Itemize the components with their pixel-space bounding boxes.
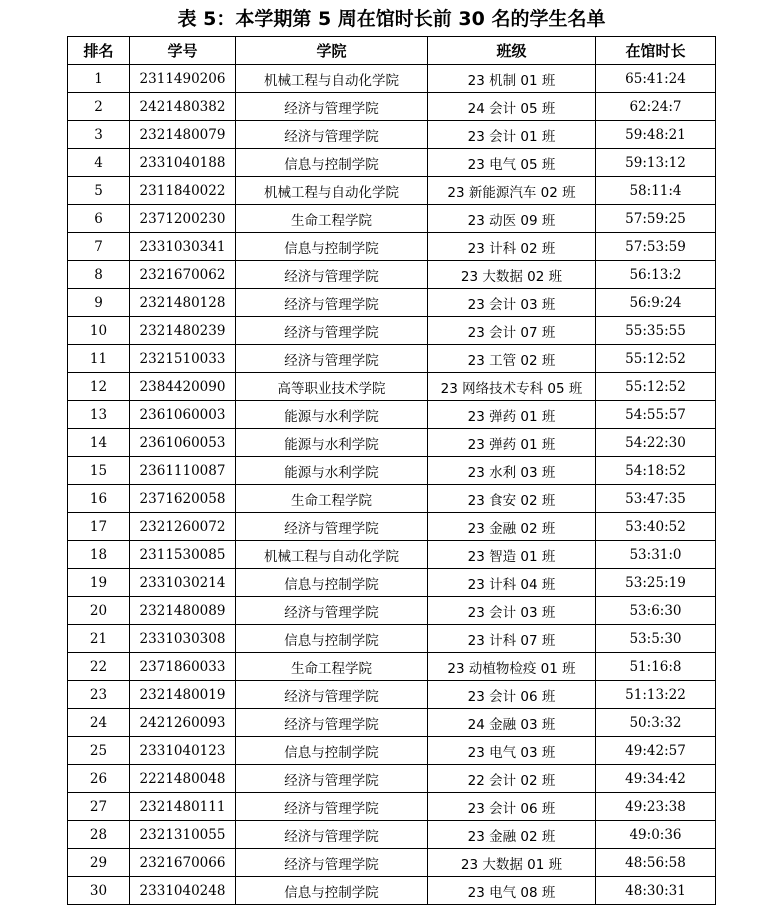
cell-college: 机械工程与自动化学院 [236,541,428,569]
cell-college: 能源与水利学院 [236,401,428,429]
cell-class: 23 会计 07 班 [428,317,596,345]
cell-class: 23 弹药 01 班 [428,401,596,429]
cell-college: 经济与管理学院 [236,317,428,345]
cell-student-id: 2321670066 [130,849,236,877]
cell-class: 23 会计 03 班 [428,597,596,625]
cell-student-id: 2331040123 [130,737,236,765]
cell-duration: 59:48:21 [596,121,716,149]
cell-student-id: 2321480089 [130,597,236,625]
table-row [68,597,716,625]
cell-college: 信息与控制学院 [236,233,428,261]
cell-college: 经济与管理学院 [236,849,428,877]
cell-rank: 11 [68,345,130,373]
cell-student-id: 2331030308 [130,625,236,653]
table-row [68,121,716,149]
cell-duration: 59:13:12 [596,149,716,177]
cell-rank: 23 [68,681,130,709]
table-row [68,541,716,569]
cell-duration: 55:12:52 [596,373,716,401]
cell-student-id: 2321670062 [130,261,236,289]
table-row [68,821,716,849]
cell-class: 23 计科 07 班 [428,625,596,653]
cell-duration: 49:0:36 [596,821,716,849]
cell-student-id: 2421480382 [130,93,236,121]
table-row [68,485,716,513]
table-body [68,65,716,905]
cell-student-id: 2321310055 [130,821,236,849]
cell-college: 信息与控制学院 [236,149,428,177]
cell-student-id: 2321480239 [130,317,236,345]
cell-rank: 26 [68,765,130,793]
cell-student-id: 2331030214 [130,569,236,597]
cell-duration: 53:40:52 [596,513,716,541]
cell-class: 23 工管 02 班 [428,345,596,373]
table-row [68,65,716,93]
cell-class: 23 机制 01 班 [428,65,596,93]
cell-college: 生命工程学院 [236,653,428,681]
cell-college: 经济与管理学院 [236,261,428,289]
cell-class: 23 电气 05 班 [428,149,596,177]
cell-student-id: 2371200230 [130,205,236,233]
cell-college: 经济与管理学院 [236,345,428,373]
table-row [68,289,716,317]
table-row [68,373,716,401]
cell-duration: 53:6:30 [596,597,716,625]
cell-class: 23 新能源汽车 02 班 [428,177,596,205]
cell-duration: 53:31:0 [596,541,716,569]
cell-student-id: 2321260072 [130,513,236,541]
table-row [68,177,716,205]
table-row [68,345,716,373]
cell-class: 23 会计 01 班 [428,121,596,149]
cell-rank: 18 [68,541,130,569]
table-row [68,205,716,233]
cell-rank: 16 [68,485,130,513]
cell-student-id: 2331030341 [130,233,236,261]
cell-rank: 28 [68,821,130,849]
cell-student-id: 2221480048 [130,765,236,793]
cell-duration: 48:30:31 [596,877,716,905]
cell-rank: 24 [68,709,130,737]
table-row [68,317,716,345]
cell-class: 23 计科 04 班 [428,569,596,597]
cell-student-id: 2321480128 [130,289,236,317]
cell-rank: 21 [68,625,130,653]
table-row [68,93,716,121]
cell-class: 24 金融 03 班 [428,709,596,737]
cell-rank: 2 [68,93,130,121]
cell-class: 22 会计 02 班 [428,765,596,793]
cell-college: 经济与管理学院 [236,765,428,793]
cell-college: 信息与控制学院 [236,625,428,653]
cell-student-id: 2311840022 [130,177,236,205]
cell-college: 经济与管理学院 [236,513,428,541]
cell-college: 经济与管理学院 [236,289,428,317]
cell-class: 23 网络技术专科 05 班 [428,373,596,401]
cell-student-id: 2311490206 [130,65,236,93]
cell-college: 能源与水利学院 [236,457,428,485]
cell-rank: 22 [68,653,130,681]
cell-rank: 1 [68,65,130,93]
cell-duration: 54:22:30 [596,429,716,457]
table-row [68,877,716,905]
cell-class: 23 计科 02 班 [428,233,596,261]
cell-duration: 49:34:42 [596,765,716,793]
header-student-id: 学号 [130,37,236,65]
header-duration: 在馆时长 [596,37,716,65]
cell-class: 23 弹药 01 班 [428,429,596,457]
cell-student-id: 2384420090 [130,373,236,401]
cell-rank: 8 [68,261,130,289]
cell-duration: 56:9:24 [596,289,716,317]
cell-college: 经济与管理学院 [236,681,428,709]
cell-class: 23 会计 06 班 [428,681,596,709]
cell-rank: 9 [68,289,130,317]
cell-class: 23 会计 03 班 [428,289,596,317]
cell-college: 机械工程与自动化学院 [236,65,428,93]
cell-college: 经济与管理学院 [236,597,428,625]
cell-student-id: 2321480079 [130,121,236,149]
cell-rank: 29 [68,849,130,877]
cell-college: 经济与管理学院 [236,821,428,849]
cell-rank: 20 [68,597,130,625]
cell-class: 23 金融 02 班 [428,821,596,849]
cell-rank: 4 [68,149,130,177]
cell-class: 23 水利 03 班 [428,457,596,485]
table-row [68,737,716,765]
table-row [68,457,716,485]
cell-rank: 12 [68,373,130,401]
cell-duration: 58:11:4 [596,177,716,205]
cell-student-id: 2361060053 [130,429,236,457]
table-row [68,625,716,653]
cell-rank: 7 [68,233,130,261]
cell-rank: 30 [68,877,130,905]
table-row [68,513,716,541]
cell-rank: 14 [68,429,130,457]
cell-rank: 10 [68,317,130,345]
cell-duration: 57:59:25 [596,205,716,233]
cell-college: 生命工程学院 [236,485,428,513]
table-title: 表 5：本学期第 5 周在馆时长前 30 名的学生名单 [177,8,606,30]
cell-student-id: 2331040188 [130,149,236,177]
cell-student-id: 2421260093 [130,709,236,737]
cell-duration: 54:18:52 [596,457,716,485]
cell-rank: 27 [68,793,130,821]
cell-student-id: 2361110087 [130,457,236,485]
cell-duration: 55:12:52 [596,345,716,373]
table-row [68,653,716,681]
cell-class: 24 会计 05 班 [428,93,596,121]
header-rank: 排名 [68,37,130,65]
cell-student-id: 2371860033 [130,653,236,681]
cell-rank: 5 [68,177,130,205]
cell-college: 经济与管理学院 [236,793,428,821]
cell-college: 信息与控制学院 [236,877,428,905]
table-row [68,569,716,597]
cell-duration: 55:35:55 [596,317,716,345]
cell-rank: 17 [68,513,130,541]
cell-college: 经济与管理学院 [236,121,428,149]
cell-class: 23 动植物检疫 01 班 [428,653,596,681]
table-row [68,849,716,877]
cell-rank: 13 [68,401,130,429]
cell-duration: 51:13:22 [596,681,716,709]
cell-student-id: 2321510033 [130,345,236,373]
cell-college: 信息与控制学院 [236,737,428,765]
cell-student-id: 2311530085 [130,541,236,569]
cell-college: 机械工程与自动化学院 [236,177,428,205]
table-row [68,709,716,737]
cell-duration: 57:53:59 [596,233,716,261]
cell-duration: 49:42:57 [596,737,716,765]
cell-duration: 65:41:24 [596,65,716,93]
cell-duration: 48:56:58 [596,849,716,877]
cell-student-id: 2331040248 [130,877,236,905]
cell-class: 23 食安 02 班 [428,485,596,513]
cell-college: 经济与管理学院 [236,709,428,737]
cell-duration: 53:25:19 [596,569,716,597]
cell-student-id: 2321480111 [130,793,236,821]
cell-class: 23 动医 09 班 [428,205,596,233]
cell-class: 23 电气 03 班 [428,737,596,765]
table-row [68,429,716,457]
cell-class: 23 大数据 01 班 [428,849,596,877]
cell-class: 23 电气 08 班 [428,877,596,905]
cell-rank: 19 [68,569,130,597]
cell-rank: 25 [68,737,130,765]
cell-duration: 62:24:7 [596,93,716,121]
cell-class: 23 会计 06 班 [428,793,596,821]
cell-duration: 50:3:32 [596,709,716,737]
table-row [68,793,716,821]
cell-duration: 49:23:38 [596,793,716,821]
cell-student-id: 2361060003 [130,401,236,429]
table-row [68,401,716,429]
table-row [68,233,716,261]
cell-college: 信息与控制学院 [236,569,428,597]
cell-duration: 54:55:57 [596,401,716,429]
cell-duration: 56:13:2 [596,261,716,289]
header-class: 班级 [428,37,596,65]
header-college: 学院 [236,37,428,65]
cell-class: 23 大数据 02 班 [428,261,596,289]
header-row [68,37,716,65]
cell-duration: 53:5:30 [596,625,716,653]
cell-college: 经济与管理学院 [236,93,428,121]
cell-student-id: 2321480019 [130,681,236,709]
table-row [68,149,716,177]
cell-college: 高等职业技术学院 [236,373,428,401]
cell-rank: 6 [68,205,130,233]
cell-college: 能源与水利学院 [236,429,428,457]
cell-duration: 53:47:35 [596,485,716,513]
table-row [68,765,716,793]
cell-class: 23 智造 01 班 [428,541,596,569]
cell-rank: 15 [68,457,130,485]
cell-college: 生命工程学院 [236,205,428,233]
cell-class: 23 金融 02 班 [428,513,596,541]
student-ranking-table [67,36,716,905]
cell-duration: 51:16:8 [596,653,716,681]
cell-student-id: 2371620058 [130,485,236,513]
table-row [68,681,716,709]
cell-rank: 3 [68,121,130,149]
table-row [68,261,716,289]
